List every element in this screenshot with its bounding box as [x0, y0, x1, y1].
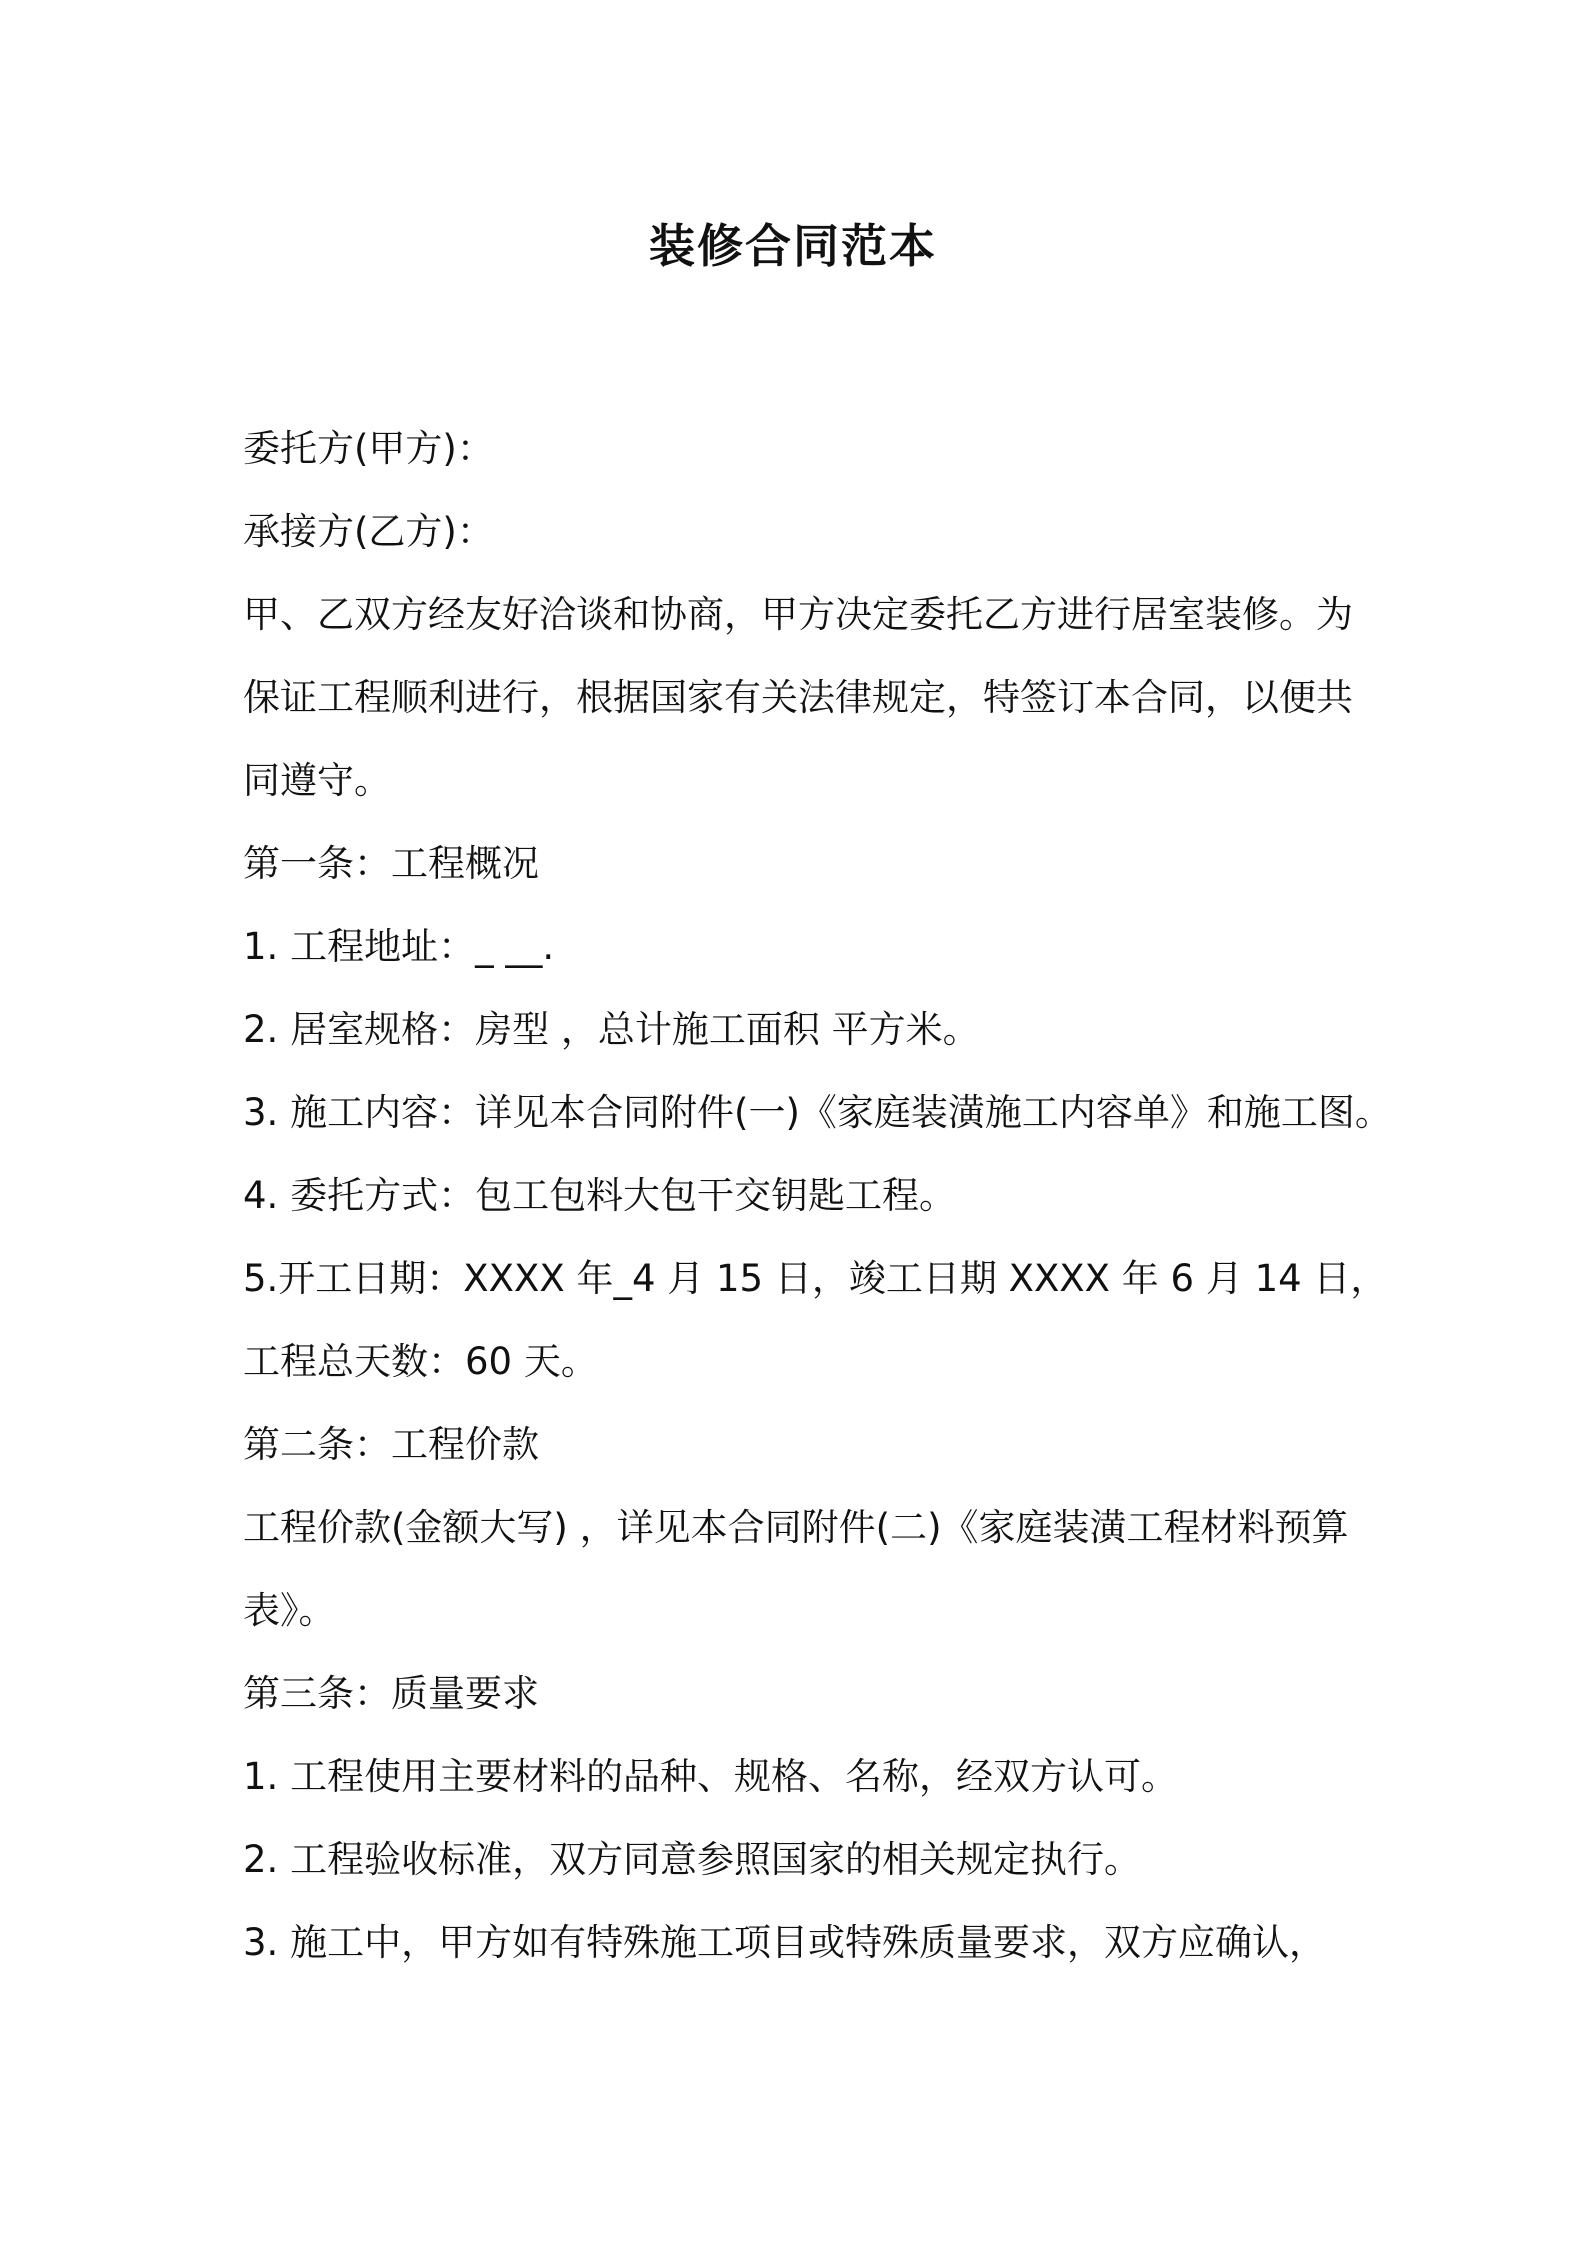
- article-3-item-2: 2. 工程验收标准，双方同意参照国家的相关规定执行。: [243, 1838, 1142, 1881]
- document-title: 装修合同范本: [649, 219, 937, 273]
- party-b-line: 承接方(乙方)：: [243, 510, 494, 553]
- article-1-item-4: 4. 委托方式：包工包料大包干交钥匙工程。: [243, 1174, 957, 1217]
- article-1-item-5: 5.开工日期：XXXX 年_4 月 15 日，竣工日期 XXXX 年 6 月 14 日，: [243, 1257, 1388, 1300]
- article-2-text-1: 工程价款(金额大写) ，详见本合同附件(二)《家庭装潢工程材料预算: [243, 1506, 1349, 1549]
- article-1-item-1: 1. 工程地址：_ __.: [243, 925, 555, 968]
- article-1-item-5-cont: 工程总天数：60 天。: [243, 1340, 598, 1383]
- article-3-item-3: 3. 施工中，甲方如有特殊施工项目或特殊质量要求，双方应确认，: [243, 1921, 1327, 1964]
- preamble-line-2: 保证工程顺利进行，根据国家有关法律规定，特签订本合同，以便共: [243, 676, 1353, 719]
- party-a-line: 委托方(甲方)：: [243, 427, 494, 470]
- article-1-item-3: 3. 施工内容：详见本合同附件(一)《家庭装潢施工内容单》和施工图。: [243, 1091, 1392, 1134]
- document-body: [243, 407, 1392, 1984]
- preamble-line-3: 同遵守。: [243, 759, 391, 802]
- article-1-heading: 第一条：工程概况: [243, 842, 539, 885]
- article-2-heading: 第二条：工程价款: [243, 1423, 539, 1466]
- article-2-text-2: 表》。: [243, 1589, 336, 1632]
- article-3-item-1: 1. 工程使用主要材料的品种、规格、名称，经双方认可。: [243, 1755, 1179, 1798]
- article-1-item-2: 2. 居室规格：房型 ，总计施工面积 平方米。: [243, 1008, 980, 1051]
- preamble-line-1: 甲、乙双方经友好洽谈和协商，甲方决定委托乙方进行居室装修。为: [243, 593, 1353, 636]
- article-3-heading: 第三条：质量要求: [243, 1672, 539, 1715]
